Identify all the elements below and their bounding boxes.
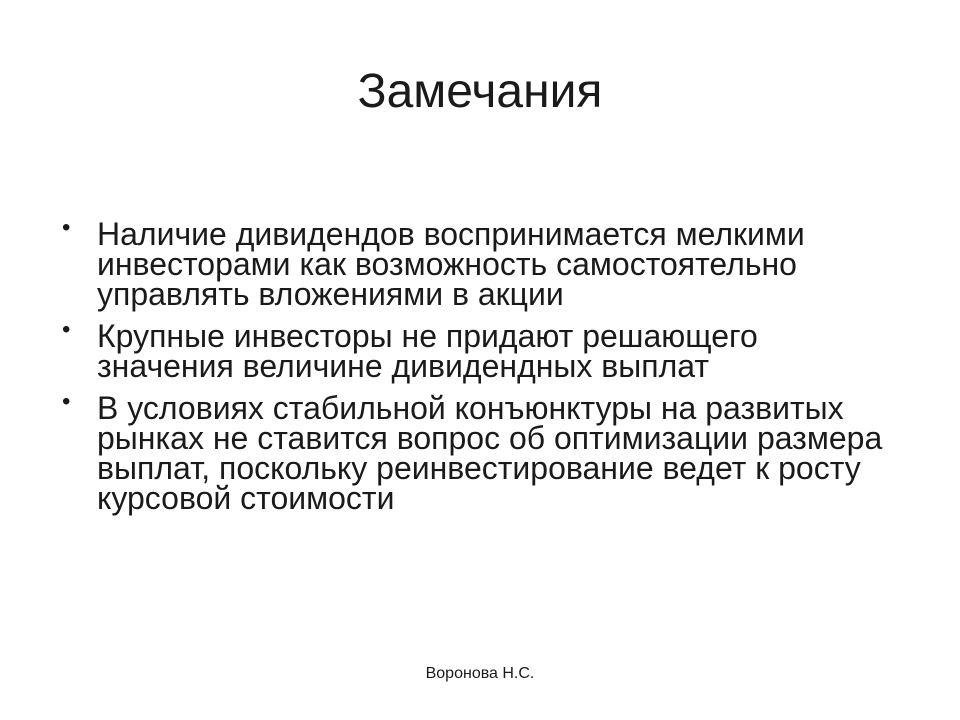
bullet-list: [60, 214, 900, 525]
footer-author: Воронова Н.С.: [425, 665, 535, 682]
bullet-item: [60, 214, 900, 312]
bullet-icon: •: [62, 388, 71, 415]
bullet-text: В условиях стабильной конъюнктуры на развитых рынках не ставится вопрос об оптимизации размера выплат, поскольку реинвестирование ведет к росту курсовой стоимости: [97, 390, 883, 516]
bullet-item: [60, 388, 900, 516]
bullet-item: [60, 316, 900, 384]
bullet-text: Наличие дивидендов воспринимается мелкими инвесторами как возможность самостоятельно управлять вложениями в акции: [97, 216, 805, 312]
slide-title: Замечания: [357, 65, 603, 118]
bullet-text: Крупные инвесторы не придают решающего значения величине дивидендных выплат: [97, 318, 758, 384]
bullet-icon: •: [62, 316, 71, 343]
bullet-icon: •: [62, 214, 71, 241]
